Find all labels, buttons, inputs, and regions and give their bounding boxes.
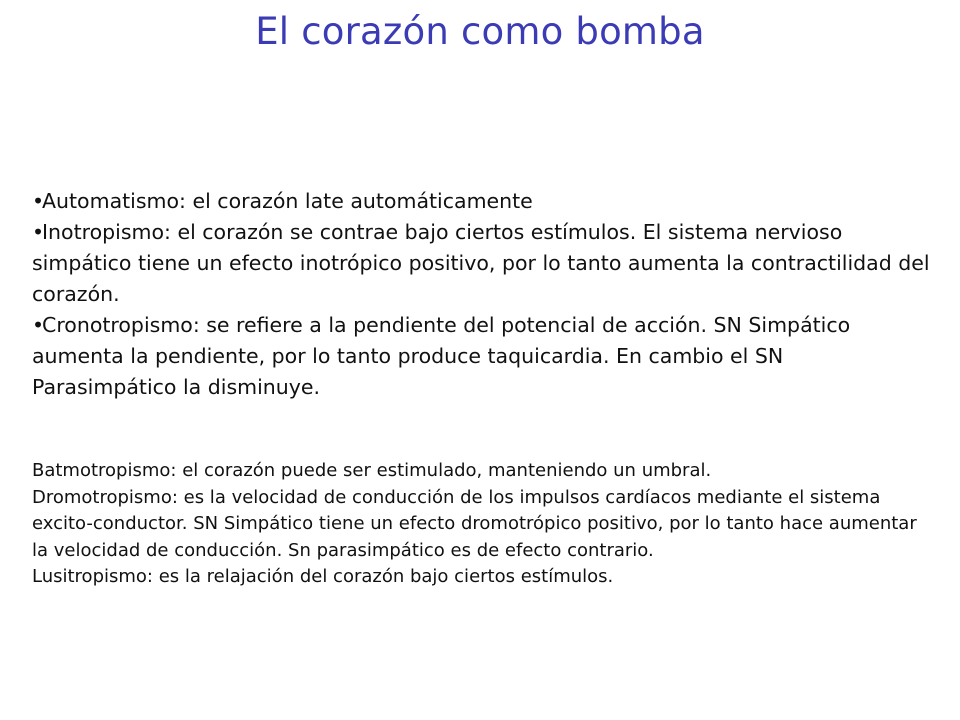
paragraph-lusitropismo: Lusitropismo: es la relajación del corazón bajo ciertos estímulos. <box>32 566 614 587</box>
paragraph-block <box>32 458 932 591</box>
paragraph-dromotropismo: Dromotropismo: es la velocidad de conducción de los impulsos cardíacos mediante el sistema excito-conductor. SN Simpático tiene un efecto dromotrópico positivo, por lo tanto hace aumentar la velocidad de conducción. Sn parasimpático es de efecto contrario. <box>32 486 917 561</box>
bullet-list <box>32 186 932 403</box>
bullet-text: Cronotropismo: se refiere a la pendiente del potencial de acción. SN Simpático aumenta la pendiente, por lo tanto produce taquicardia. En cambio el SN Parasimpático la disminuye. <box>32 313 851 399</box>
slide-title: El corazón como bomba <box>255 10 705 53</box>
bullet-item-cronotropismo <box>32 310 932 403</box>
bullet-glyph: • <box>32 220 45 244</box>
bullet-item-inotropismo <box>32 217 932 310</box>
bullet-glyph: • <box>32 189 45 213</box>
bullet-text: Inotropismo: el corazón se contrae bajo ciertos estímulos. El sistema nervioso simpático tiene un efecto inotrópico positivo, por lo tanto aumenta la contractilidad del corazón. <box>32 220 930 306</box>
bullet-text: Automatismo: el corazón late automáticamente <box>42 189 533 213</box>
bullet-item-automatismo <box>32 186 932 217</box>
bullet-glyph: • <box>32 313 45 337</box>
paragraph-batmotropismo: Batmotropismo: el corazón puede ser estimulado, manteniendo un umbral. <box>32 460 712 481</box>
